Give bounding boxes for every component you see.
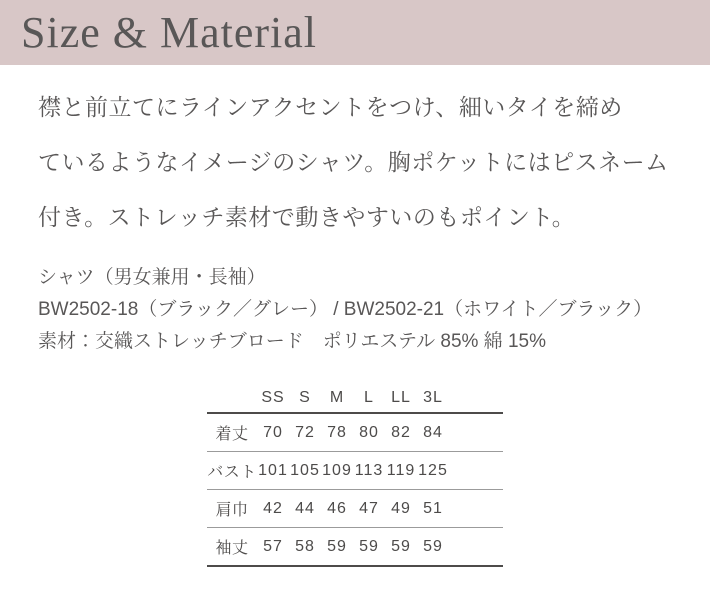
- table-cell: 80: [359, 423, 379, 441]
- table-cell: 113: [354, 461, 384, 479]
- section-title: Size & Material: [21, 7, 318, 57]
- table-cell: 59: [327, 537, 347, 555]
- size-column-ss: SS: [261, 388, 285, 406]
- table-cell: 119: [386, 461, 416, 479]
- table-cell: 46: [327, 499, 347, 517]
- row-label-shoulder-width: 肩巾: [215, 502, 249, 519]
- product-name: シャツ（男女兼用・長袖）: [38, 267, 266, 288]
- table-cell: 47: [359, 499, 379, 517]
- table-cell: 101: [258, 461, 288, 479]
- row-label-sleeve-length: 袖丈: [215, 540, 249, 557]
- table-cell: 70: [263, 423, 283, 441]
- table-cell: 59: [423, 537, 443, 555]
- size-table-header-row: [207, 383, 503, 413]
- table-cell: 58: [295, 537, 315, 555]
- table-cell: 84: [423, 423, 443, 441]
- table-filler-cell: [449, 452, 503, 490]
- table-cell: 51: [423, 499, 443, 517]
- table-cell: 44: [295, 499, 315, 517]
- row-label-bust: バスト: [207, 464, 257, 481]
- table-cell: 59: [359, 537, 379, 555]
- product-details: [38, 262, 652, 358]
- product-codes: BW2502-18（ブラック／グレー） / BW2502-21（ホワイト／ブラック）: [38, 299, 653, 320]
- table-row: [207, 452, 503, 490]
- table-cell: 125: [418, 461, 448, 479]
- product-material: 素材：交織ストレッチブロード ポリエステル 85% 綿 15%: [38, 331, 546, 352]
- table-row: [207, 490, 503, 528]
- table-cell: 82: [391, 423, 411, 441]
- row-label-body-length: 着丈: [215, 426, 249, 443]
- table-cell: 57: [263, 537, 283, 555]
- table-cell: 72: [295, 423, 315, 441]
- table-cell: 78: [327, 423, 347, 441]
- table-filler-cell: [449, 413, 503, 452]
- table-cell: 42: [263, 499, 283, 517]
- size-column-ll: LL: [391, 388, 411, 406]
- size-table: [207, 383, 503, 567]
- table-cell: 105: [290, 461, 320, 479]
- description-line-3: 付き。ストレッチ素材で動きやすいのもポイント。: [38, 204, 576, 230]
- size-column-l: L: [364, 388, 374, 406]
- size-column-s: S: [299, 388, 311, 406]
- product-description: [38, 80, 669, 245]
- section-banner: [0, 0, 710, 65]
- table-cell: 59: [391, 537, 411, 555]
- table-row: [207, 528, 503, 567]
- description-line-2: ているようなイメージのシャツ。胸ポケットにはピスネーム: [38, 149, 669, 175]
- size-table-corner-cell: [207, 383, 257, 413]
- table-filler-cell: [449, 490, 503, 528]
- size-column-m: M: [329, 388, 345, 406]
- table-row: [207, 413, 503, 452]
- size-table-filler-cell: [449, 383, 503, 413]
- table-cell: 109: [322, 461, 352, 479]
- size-column-3l: 3L: [423, 388, 443, 406]
- description-line-1: 襟と前立てにラインアクセントをつけ、細いタイを締め: [38, 94, 623, 120]
- table-cell: 49: [391, 499, 411, 517]
- table-filler-cell: [449, 528, 503, 567]
